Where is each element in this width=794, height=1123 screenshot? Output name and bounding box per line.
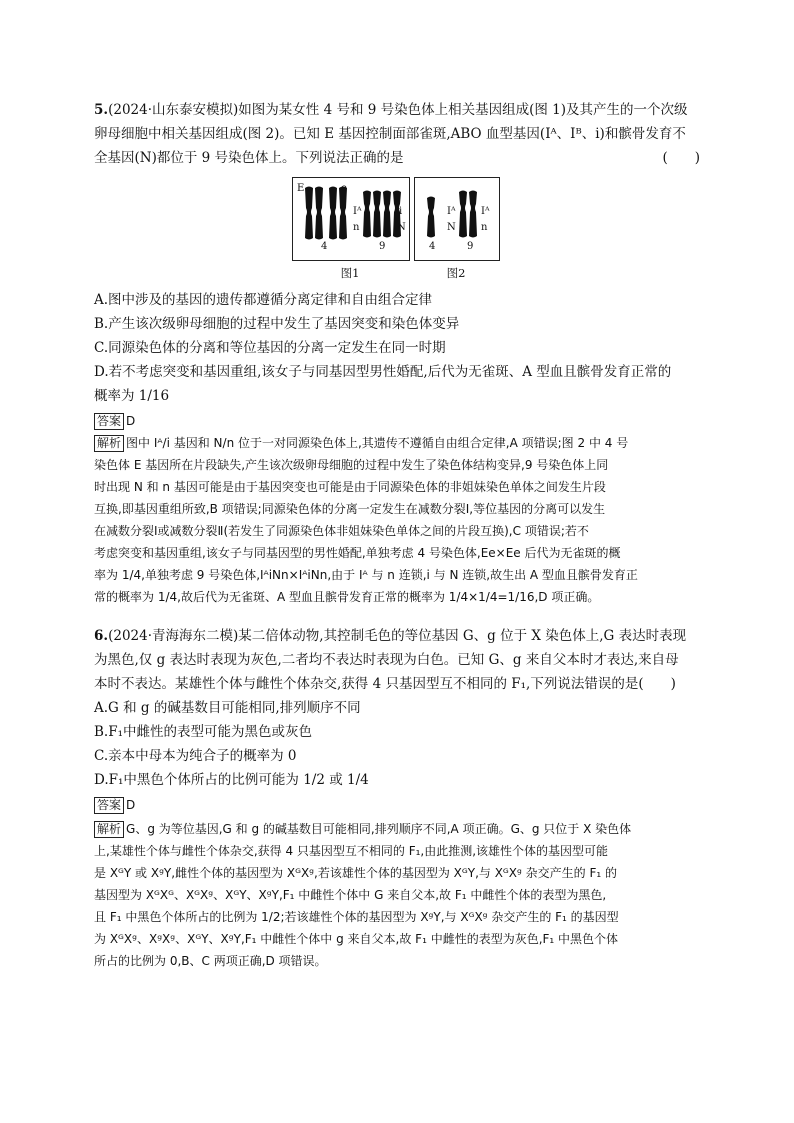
q6-stem: 6.(2024·青海海东二模)某二倍体动物,其控制毛色的等位基因 G、g 位于 X 染色体上,G 表达时表现 为黑色,仅 g 表达时表现为灰色,二者均不表达时表现为白色。已知 G、g 来自父本时才表达,来自母 本时不表达。某雄性个体与雌性个体杂交,获得 4 只基因型互不相同的 F₁,下列说法错误的是( ) <box>94 628 687 692</box>
q6-answer <box>94 794 700 816</box>
answer-badge: 答案 <box>94 797 124 814</box>
q5-analysis: 解析 图中 Iᴬ/i 基因和 N/n 位于一对同源染色体上,其遗传不遵循自由组合定律,A 项错误;图 2 中 4 号 染色体 E 基因所在片段缺失,产生该次级卵母细胞的过程中发生了染色体结构变异,9 号染色体上同 时出现 N 和 n 基因可能是由于基因突变也可能是由于同源染色体的非姐妹染色单体之间发生片段 互换,即基因重组所致,B 项错误;同源染色体的分离一定发生在减数分裂Ⅰ,等位基因的分离可以发生 在减数分裂Ⅰ或减数分裂Ⅱ(若发生了同源染色体非姐妹染色单体之间的片段互换),C 项错误;若不 考虑突变和基因重组,该女子与同基因型的男性婚配,单独考虑 4 号染色体,Ee×Ee 后代为无雀斑的概 率为 1/4,单独考虑 9 号染色体,IᴬiNn×IᴬiNn,由于 Iᴬ 与 n 连锁,i 与 N 连锁,故生出 A 型血且髌骨发育正 常的概率为 1/4,故后代为无雀斑、A 型血且髌骨发育正常的概率为 1/4×1/4=1/16,D 项正确。 <box>94 436 638 604</box>
figure-2-chromosomes <box>414 177 500 261</box>
gene-label-IA-right: Iᴬ <box>481 206 490 217</box>
option-c: C.亲本中母本为纯合子的概率为 0 <box>94 748 297 764</box>
option-b: B.产生该次级卵母细胞的过程中发生了基因突变和染色体变异 <box>94 316 460 332</box>
figure-1-chromosomes <box>292 177 410 261</box>
figure-2-drawing <box>415 178 499 260</box>
gene-label-n: n <box>481 222 488 233</box>
q5-line-3: 全基因(N)都位于 9 号染色体上。下列说法正确的是 ( ) <box>94 146 700 170</box>
option-d: D.F₁中黑色个体所占的比例可能为 1/2 或 1/4 <box>94 772 369 788</box>
q6-number: 6. <box>94 628 109 644</box>
gene-label-n: n <box>353 222 360 233</box>
figure-1-drawing <box>293 178 409 260</box>
option-a: A.G 和 g 的碱基数目可能相同,排列顺序不同 <box>94 700 361 716</box>
gene-label-N: N <box>397 222 406 233</box>
q5-number: 5. <box>94 102 109 118</box>
q5-line-2: 卵母细胞中相关基因组成(图 2)。已知 E 基因控制面部雀斑,ABO 血型基因(Iᴬ、Iᴮ、i)和髌骨发育不 <box>94 126 686 142</box>
option-b: B.F₁中雌性的表型可能为黑色或灰色 <box>94 724 312 740</box>
answer-badge: 答案 <box>94 413 124 430</box>
chromosome-label-4: 4 <box>429 241 436 252</box>
gene-label-i: i <box>399 206 403 217</box>
option-a: A.图中涉及的基因的遗传都遵循分离定律和自由组合定律 <box>94 292 433 308</box>
gene-label-IA-left: Iᴬ <box>447 206 456 217</box>
gene-label-e: e <box>341 183 347 194</box>
figure-2-caption: 图2 <box>446 266 466 280</box>
q5-options <box>94 288 700 408</box>
analysis-badge: 解析 <box>94 435 124 452</box>
q5-line-1: 5.(2024·山东泰安模拟)如图为某女性 4 号和 9 号染色体上相关基因组成(图 1)及其产生的一个次级 <box>94 102 688 118</box>
answer-paren: ( ) <box>662 150 700 166</box>
analysis-badge: 解析 <box>94 821 124 838</box>
gene-label-N: N <box>447 222 456 233</box>
option-c: C.同源染色体的分离和等位基因的分离一定发生在同一时期 <box>94 340 446 356</box>
option-d-cont: 概率为 1/16 <box>94 388 170 404</box>
figure-1-caption: 图1 <box>340 266 360 280</box>
answer-value: D <box>126 414 136 428</box>
chromosome-label-9: 9 <box>467 241 474 252</box>
q5-stem <box>94 98 700 170</box>
q6-options <box>94 696 700 792</box>
chromosome-label-9: 9 <box>379 241 386 252</box>
q5-answer <box>94 410 700 432</box>
answer-value: D <box>126 798 136 812</box>
gene-label-E: E <box>297 183 305 194</box>
option-d: D.若不考虑突变和基因重组,该女子与同基因型男性婚配,后代为无雀斑、A 型血且髌骨发育正常的 <box>94 364 672 380</box>
gene-label-IA: Iᴬ <box>353 206 362 217</box>
chromosome-label-4: 4 <box>321 241 328 252</box>
q6-analysis: 解析 G、g 为等位基因,G 和 g 的碱基数目可能相同,排列顺序不同,A 项正确。G、g 只位于 X 染色体 上,某雄性个体与雌性个体杂交,获得 4 只基因型互不相同的 F₁,由此推测,该雄性个体的基因型可能 是 XᴳY 或 XᵍY,雌性个体的基因型为 XᴳXᵍ,若该雄性个体的基因型为 XᴳY,与 XᴳXᵍ 杂交产生的 F₁ 的 基因型为 XᴳXᴳ、XᴳXᵍ、XᴳY、XᵍY,F₁ 中雌性个体中 G 来自父本,故 F₁ 中雌性个体的表型为黑色, 且 F₁ 中黑色个体所占的比例为 1/2;若该雄性个体的基因型为 XᵍY,与 XᴳXᵍ 杂交产生的 F₁ 的基因型 为 XᴳXᵍ、XᵍXᵍ、XᴳY、XᵍY,F₁ 中雌性个体中 g 来自父本,故 F₁ 中雌性的表型为灰色,F₁ 中黑色个体 所占的比例为 0,B、C 两项正确,D 项错误。 <box>94 822 632 968</box>
